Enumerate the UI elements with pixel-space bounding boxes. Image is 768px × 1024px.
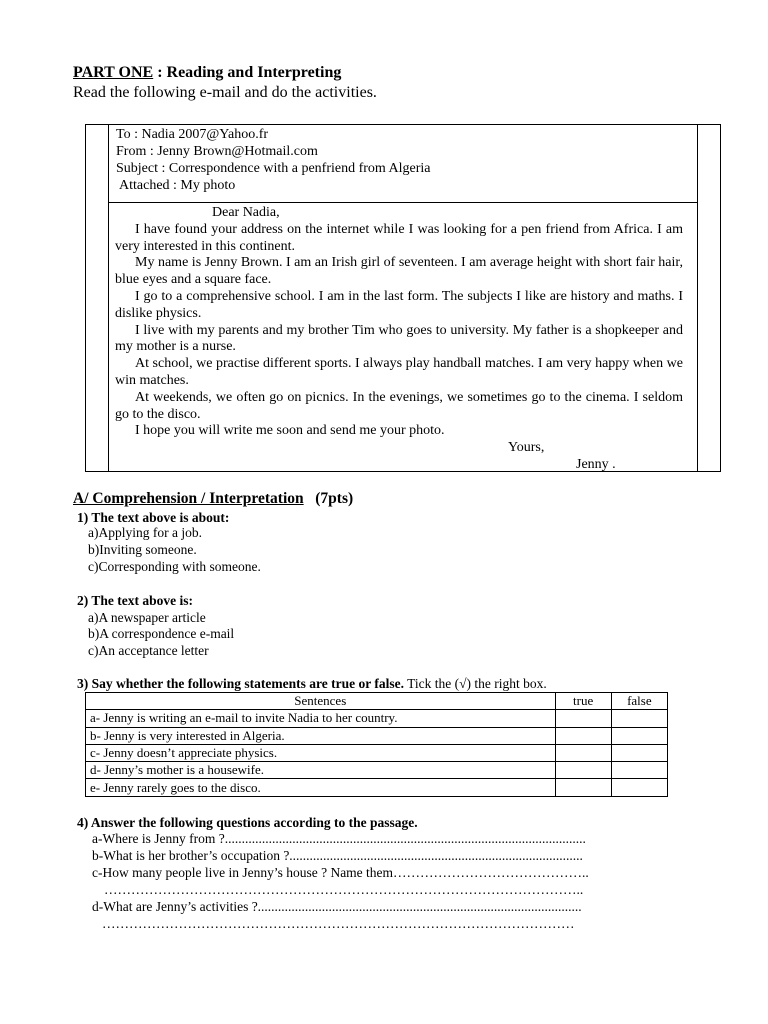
statement-cell: d- Jenny’s mother is a housewife. bbox=[86, 762, 556, 779]
email-paragraph: My name is Jenny Brown. I am an Irish girl of seventeen. I am average height with short fair hair, blue eyes and a square face. bbox=[115, 255, 683, 288]
q2-option: c)An acceptance letter bbox=[88, 643, 209, 658]
section-a-points: (7pts) bbox=[315, 490, 354, 507]
email-box bbox=[85, 124, 721, 472]
table-row bbox=[86, 762, 668, 779]
email-paragraph: I hope you will write me soon and send me your photo. bbox=[135, 423, 445, 439]
email-header-divider bbox=[108, 202, 698, 203]
email-attached: Attached : My photo bbox=[119, 178, 236, 193]
part-title-rest: : Reading and Interpreting bbox=[153, 64, 342, 81]
email-paragraph: At weekends, we often go on picnics. In the evenings, we sometimes go to the cinema. I seldom go to the disco. bbox=[115, 389, 683, 422]
email-paragraph: At school, we practise different sports. I always play handball matches. I am very happy when we win matches. bbox=[115, 356, 683, 388]
answer-line-c[interactable]: c-How many people live in Jenny’s house ? Name them…………………………………….. bbox=[92, 865, 589, 880]
email-left-rule bbox=[108, 125, 109, 471]
q2-question: 2) The text above is: bbox=[77, 593, 193, 608]
table-row bbox=[86, 727, 668, 744]
answer-line-d-continued[interactable]: …………………………………………………………………………………………… bbox=[102, 916, 575, 931]
table-header-row bbox=[86, 693, 668, 710]
table-row bbox=[86, 744, 668, 761]
part-title-underlined: PART ONE bbox=[73, 64, 154, 81]
email-body bbox=[115, 205, 683, 474]
q3-question-rest: Tick the (√) the right box. bbox=[403, 676, 547, 691]
email-from: From : Jenny Brown@Hotmail.com bbox=[116, 144, 318, 159]
email-paragraph: I live with my parents and my brother Tim who goes to university. My father is a shopkeeper and my mother is a nurse. bbox=[115, 322, 683, 355]
false-checkbox-cell[interactable] bbox=[611, 727, 667, 744]
q1-option: b)Inviting someone. bbox=[88, 542, 197, 557]
false-checkbox-cell[interactable] bbox=[611, 744, 667, 761]
email-paragraph: I have found your address on the internet while I was looking for a pen friend from Africa. I am very interested in this continent. bbox=[115, 221, 683, 254]
q2-option: b)A correspondence e-mail bbox=[88, 626, 235, 641]
answer-line-a[interactable]: a-Where is Jenny from ?........................................................................................................... bbox=[92, 831, 586, 846]
q1-question: 1) The text above is about: bbox=[77, 510, 230, 525]
q1-option: a)Applying for a job. bbox=[88, 525, 202, 540]
header-true: true bbox=[555, 693, 611, 710]
answer-line-b[interactable]: b-What is her brother’s occupation ?....................................................................................... bbox=[92, 848, 583, 863]
true-false-table bbox=[85, 692, 668, 797]
q4-question: 4) Answer the following questions according to the passage. bbox=[77, 815, 418, 830]
statement-cell: e- Jenny rarely goes to the disco. bbox=[86, 779, 556, 796]
email-closing: Yours, bbox=[508, 440, 545, 456]
q3-question-bold: 3) Say whether the following statements are true or false. bbox=[77, 676, 404, 691]
true-checkbox-cell[interactable] bbox=[555, 762, 611, 779]
true-checkbox-cell[interactable] bbox=[555, 744, 611, 761]
false-checkbox-cell[interactable] bbox=[611, 762, 667, 779]
statement-cell: b- Jenny is very interested in Algeria. bbox=[86, 727, 556, 744]
email-subject: Subject : Correspondence with a penfriend from Algeria bbox=[116, 161, 431, 176]
section-a-title bbox=[73, 490, 353, 508]
section-a-title-underlined: A/ Comprehension / Interpretation bbox=[73, 490, 304, 507]
true-checkbox-cell[interactable] bbox=[555, 710, 611, 727]
table-row bbox=[86, 710, 668, 727]
header-sentences: Sentences bbox=[86, 693, 556, 710]
email-paragraph: I go to a comprehensive school. I am in the last form. The subjects I like are history and maths. I dislike physics. bbox=[115, 288, 683, 321]
email-to: To : Nadia 2007@Yahoo.fr bbox=[116, 127, 269, 142]
q3-question bbox=[77, 676, 547, 692]
answer-line-d[interactable]: d-What are Jenny’s activities ?................................................................................................ bbox=[92, 899, 582, 914]
statement-cell: c- Jenny doesn’t appreciate physics. bbox=[86, 744, 556, 761]
email-signature: Jenny . bbox=[576, 456, 616, 472]
false-checkbox-cell[interactable] bbox=[611, 710, 667, 727]
part-title bbox=[73, 64, 341, 82]
statement-cell: a- Jenny is writing an e-mail to invite Nadia to her country. bbox=[86, 710, 556, 727]
email-right-rule bbox=[697, 125, 698, 471]
q2-option: a)A newspaper article bbox=[88, 610, 206, 625]
true-checkbox-cell[interactable] bbox=[555, 727, 611, 744]
true-checkbox-cell[interactable] bbox=[555, 779, 611, 796]
answer-line-c-continued[interactable]: …………………………………………………………………………………………….. bbox=[104, 882, 584, 897]
header-false: false bbox=[611, 693, 667, 710]
instruction: Read the following e-mail and do the activities. bbox=[73, 84, 377, 101]
table-row bbox=[86, 779, 668, 796]
q1-option: c)Corresponding with someone. bbox=[88, 559, 261, 574]
false-checkbox-cell[interactable] bbox=[611, 779, 667, 796]
email-greeting: Dear Nadia, bbox=[212, 205, 280, 220]
